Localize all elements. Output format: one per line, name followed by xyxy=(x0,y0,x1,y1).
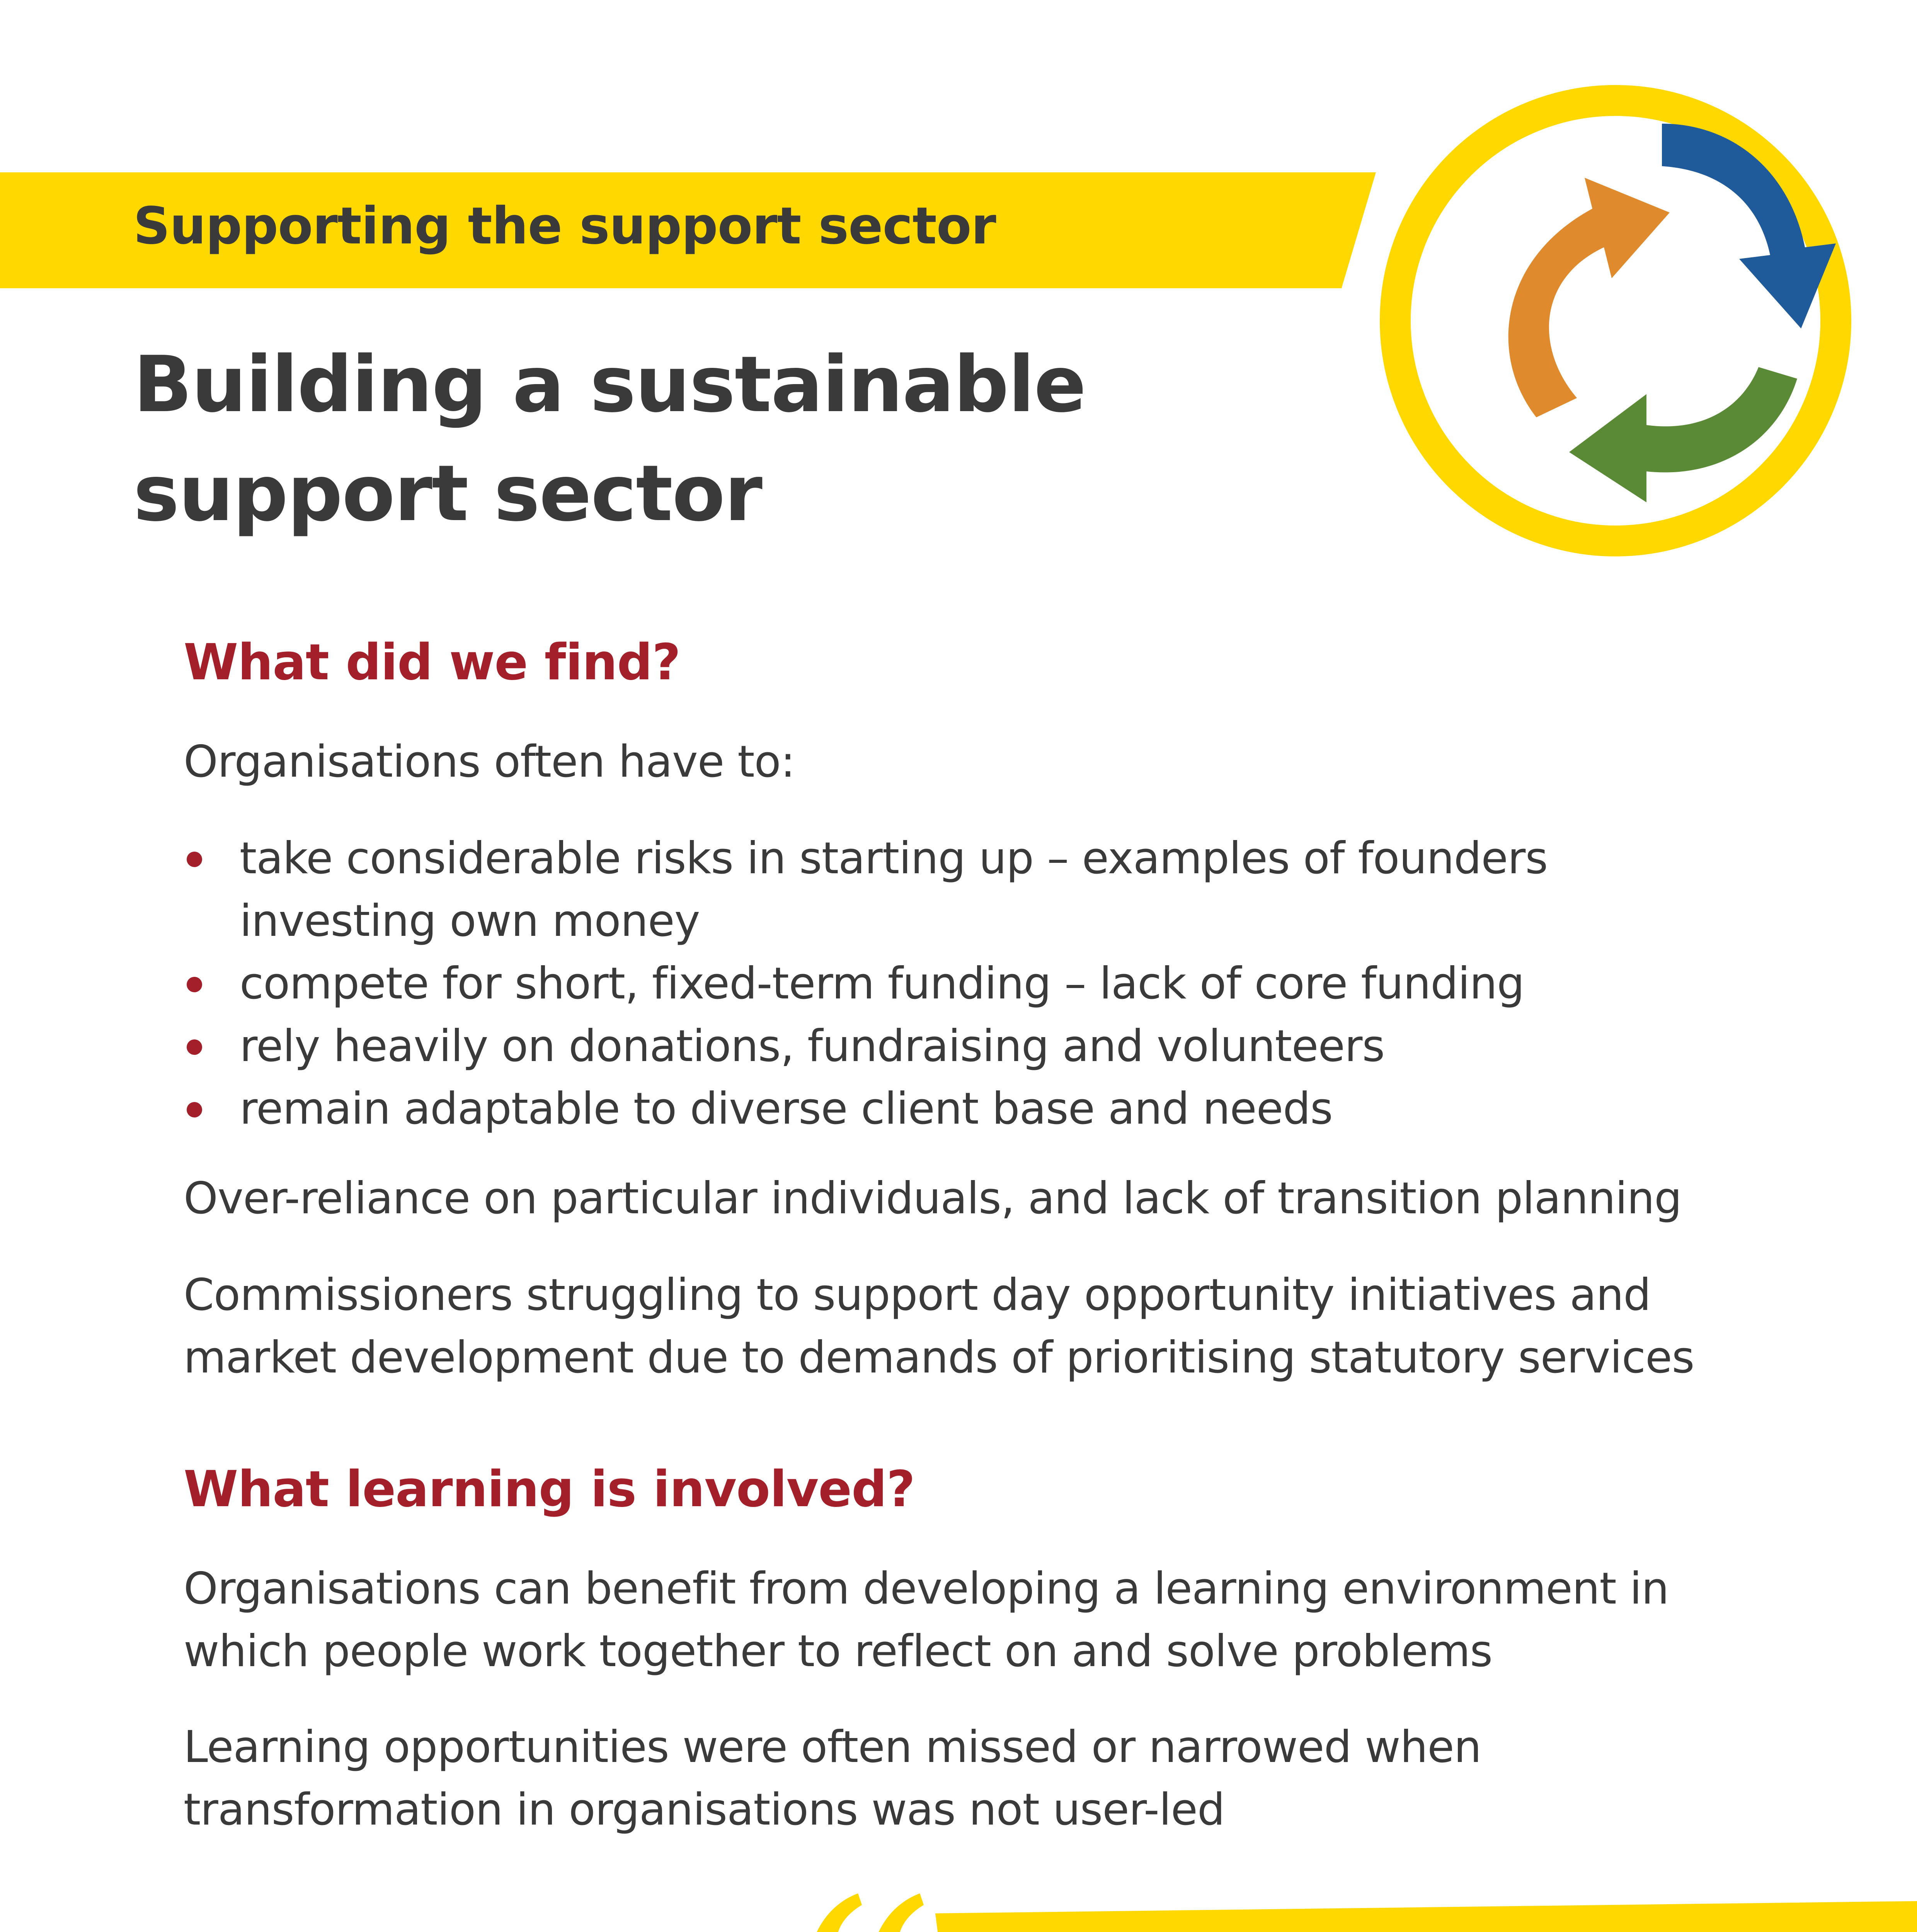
bullet-dot-icon xyxy=(187,1102,202,1117)
heading-what-did-we-find: What did we find? xyxy=(184,634,681,691)
header-kicker: Supporting the support sector xyxy=(133,196,996,256)
find-intro: Organisations often have to: xyxy=(184,736,795,787)
learning-paragraph-1: Organisations can benefit from developing a learning environment in which people work together to reflect on and solve problems xyxy=(184,1563,1669,1677)
open-quote-icon xyxy=(800,1878,931,1932)
learning-paragraph-2: Learning opportunities were often missed or narrowed when transformation in organisations was not user-led xyxy=(184,1721,1481,1835)
bullet-dot-icon xyxy=(187,852,202,867)
bullet-dot-icon xyxy=(187,1039,202,1055)
heading-what-learning-is-involved: What learning is involved? xyxy=(184,1461,915,1518)
recycle-cycle-icon xyxy=(1360,8,1874,580)
list-item: take considerable risks in starting up – examples of founders investing own money xyxy=(184,827,1548,952)
title-line-1: Building a sustainable xyxy=(133,340,1086,430)
find-bullet-list xyxy=(184,827,1548,1140)
quote-banner xyxy=(935,1901,1917,1932)
list-item: compete for short, fixed-term funding – lack of core funding xyxy=(184,952,1548,1015)
page-title xyxy=(133,330,1086,548)
find-paragraph-1: Over-reliance on particular individuals, and lack of transition planning xyxy=(184,1173,1682,1224)
title-line-2: support sector xyxy=(133,449,762,539)
bullet-dot-icon xyxy=(187,977,202,992)
list-item: remain adaptable to diverse client base and needs xyxy=(184,1077,1548,1140)
list-item: rely heavily on donations, fundraising and volunteers xyxy=(184,1015,1548,1077)
find-paragraph-2: Commissioners struggling to support day opportunity initiatives and market development due to demands of prioritising statutory services xyxy=(184,1269,1694,1383)
